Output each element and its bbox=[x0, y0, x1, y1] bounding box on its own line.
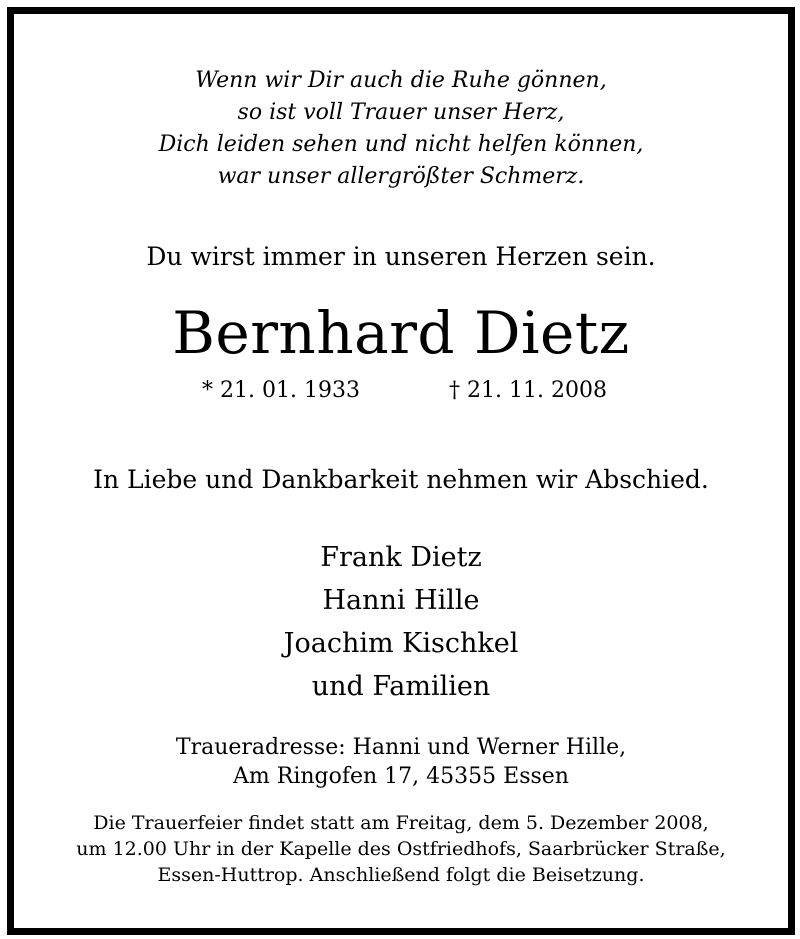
death-date: † 21. 11. 2008 bbox=[449, 378, 607, 403]
address-line: Am Ringofen 17, 45355 Essen bbox=[233, 764, 569, 789]
verse-line: Wenn wir Dir auch die Ruhe gönnen, bbox=[195, 68, 607, 93]
mourner-name: Joachim Kischkel bbox=[283, 628, 519, 659]
mourning-address bbox=[14, 733, 788, 791]
service-line: um 12.00 Uhr in der Kapelle des Ostfriedhofs, Saarbrücker Straße, bbox=[76, 838, 726, 860]
memorial-verse bbox=[14, 65, 788, 193]
motto: Du wirst immer in unseren Herzen sein. bbox=[146, 242, 656, 271]
service-line: Die Trauerfeier findet statt am Freitag, dem 5. Dezember 2008, bbox=[93, 812, 709, 834]
obituary-notice bbox=[7, 7, 795, 935]
verse-line: so ist voll Trauer unser Herz, bbox=[237, 100, 565, 125]
mourners-list bbox=[14, 536, 788, 708]
verse-line: Dich leiden sehen und nicht helfen können, bbox=[158, 132, 644, 157]
mourner-name: und Familien bbox=[311, 671, 491, 702]
mourner-name: Hanni Hille bbox=[322, 585, 480, 616]
mourner-name: Frank Dietz bbox=[320, 542, 482, 573]
funeral-service-info bbox=[14, 810, 788, 888]
service-line: Essen-Huttrop. Anschließend folgt die Beisetzung. bbox=[157, 864, 645, 886]
address-line: Traueradresse: Hanni und Werner Hille, bbox=[175, 735, 627, 760]
verse-line: war unser allergrößter Schmerz. bbox=[217, 164, 585, 189]
deceased-name: Bernhard Dietz bbox=[172, 299, 630, 367]
birth-date: * 21. 01. 1933 bbox=[202, 378, 360, 403]
farewell-line: In Liebe und Dankbarkeit nehmen wir Abschied. bbox=[93, 465, 709, 494]
